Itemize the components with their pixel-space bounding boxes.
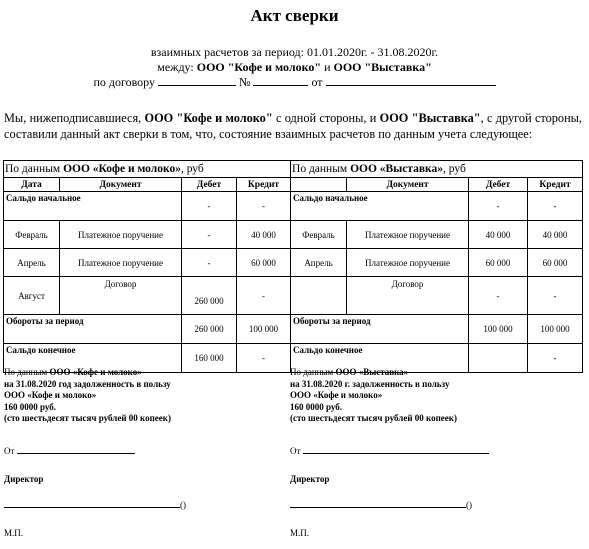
summary-left-line4: 160 0000 руб. (4, 401, 57, 412)
document-title: Акт сверки (250, 6, 339, 25)
left-opening-label: Сальдо начальное (4, 192, 182, 221)
left-closing-debit: 160 000 (182, 344, 237, 373)
left-row2-credit: 60 000 (237, 249, 291, 277)
right-closing-credit: - (528, 344, 583, 373)
intro-party-a: ООО "Кофе и молоко" (144, 111, 273, 125)
right-turnover-label: Обороты за период (291, 315, 469, 344)
summary-left-line1 (4, 367, 284, 379)
left-row3-credit: - (237, 277, 291, 315)
intro-part1: Мы, нижеподписавшиеся, (4, 111, 145, 125)
summary-right (290, 367, 580, 425)
right-turnover-debit: 100 000 (469, 315, 528, 344)
opening-balance-row (4, 192, 583, 221)
right-header-party: ООО «Выставка» (350, 163, 444, 175)
left-row3-document: Договор (60, 277, 182, 315)
right-row1-debit: 40 000 (469, 221, 528, 249)
left-row1-credit: 40 000 (237, 221, 291, 249)
col-header-document-right: Документ (347, 178, 469, 192)
intro-part3: , с другой стороны, составили данный акт сверки в том, что, состояние взаимных расчетов по данным учета следующее: (4, 111, 582, 141)
period-line: взаимных расчетов за период: 01.01.2020г. - 31.08.2020г. (150, 45, 439, 59)
director-label-left: Директор (4, 474, 44, 484)
col-header-date: Дата (4, 178, 60, 192)
summary-left-prefix: По данным (4, 367, 50, 377)
summary-left (4, 367, 284, 425)
contract-line (0, 75, 589, 90)
right-row2-document: Платежное поручение (347, 249, 469, 277)
left-opening-credit: - (237, 192, 291, 221)
summary-right-line1 (290, 367, 580, 379)
table-column-header-row (4, 178, 583, 192)
right-header-prefix: По данным (292, 163, 351, 175)
col-header-credit: Кредит (237, 178, 291, 192)
from-word: от (308, 75, 326, 89)
director-paren-left: () (180, 500, 186, 510)
summary-right-prefix: По данным (290, 367, 336, 377)
right-opening-label: Сальдо начальное (291, 192, 469, 221)
col-header-debit: Дебет (182, 178, 237, 192)
sign-director-line-right (290, 500, 472, 512)
sign-from-blank-left (17, 452, 135, 454)
left-turnover-debit: 260 000 (182, 315, 237, 344)
left-turnover-label: Обороты за период (4, 315, 182, 344)
right-row3-debit: - (469, 277, 528, 315)
right-opening-credit: - (528, 192, 583, 221)
stamp-label-left: М.П. (4, 528, 24, 538)
director-signature-blank-left (4, 506, 180, 508)
left-row2-document: Платежное поручение (60, 249, 182, 277)
number-sign: № (236, 75, 254, 89)
right-closing-label: Сальдо конечное (291, 344, 469, 373)
turnover-row (4, 315, 583, 344)
left-row3-date: Август (4, 277, 60, 315)
right-row3-date (291, 277, 347, 315)
left-closing-credit: - (237, 344, 291, 373)
sign-director-line-left (4, 500, 186, 512)
left-header-prefix: По данным (5, 163, 64, 175)
summary-right-line5: (сто шестьдесят тысяч рублей 00 копеек) (290, 413, 457, 423)
right-row3-credit: - (528, 277, 583, 315)
contract-date-blank (326, 84, 496, 86)
right-row1-date: Февраль (291, 221, 347, 249)
party-b-name: ООО "Выставка" (333, 60, 432, 74)
party-a-name: ООО "Кофе и молоко" (196, 60, 322, 74)
contract-number-blank (253, 84, 308, 86)
contract-prefix: по договору (93, 75, 159, 89)
sign-from-right (290, 446, 489, 458)
col-header-credit-right: Кредит (528, 178, 583, 192)
col-header-debit-right: Дебет (469, 178, 528, 192)
left-row2-date: Апрель (4, 249, 60, 277)
left-header-suffix: , руб (180, 163, 204, 175)
right-row1-document: Платежное поручение (347, 221, 469, 249)
table-party-header-row (4, 161, 583, 178)
col-header-date-right (291, 178, 347, 192)
right-row2-date: Апрель (291, 249, 347, 277)
intro-party-b: ООО "Выставка" (379, 111, 481, 125)
intro-paragraph (4, 111, 582, 142)
stamp-label-right: М.П. (290, 528, 310, 538)
left-closing-label: Сальдо конечное (4, 344, 182, 373)
table-row (4, 221, 583, 249)
summary-left-line5: (сто шестьдесят тысяч рублей 00 копеек) (4, 413, 171, 423)
left-row1-debit: - (182, 221, 237, 249)
right-row2-credit: 60 000 (528, 249, 583, 277)
summary-right-line2: на 31.08.2020 г. задолженность в пользу (290, 378, 450, 389)
right-turnover-credit: 100 000 (528, 315, 583, 344)
left-row2-debit: - (182, 249, 237, 277)
col-header-document: Документ (60, 178, 182, 192)
intro-part2: с одной стороны, и (272, 111, 380, 125)
right-party-header (291, 161, 583, 178)
director-paren-right: () (466, 500, 472, 510)
table-row (4, 277, 583, 315)
reconciliation-table (3, 160, 583, 373)
right-header-suffix: , руб (443, 163, 466, 175)
summary-left-party: ООО «Кофе и молоко» (49, 367, 142, 377)
left-row3-debit: 260 000 (182, 277, 237, 315)
right-row3-document: Договор (347, 277, 469, 315)
contract-name-blank (158, 84, 236, 86)
sign-from-label-left: От (4, 446, 15, 456)
summary-left-line3: ООО «Кофе и молоко» (4, 390, 97, 400)
left-header-party: ООО «Кофе и молоко» (63, 163, 181, 175)
summary-right-line4: 160 0000 руб. (290, 401, 343, 412)
summary-right-line3: ООО «Кофе и молоко» (290, 390, 383, 400)
director-label-right: Директор (290, 474, 330, 484)
right-row2-debit: 60 000 (469, 249, 528, 277)
sign-from-label-right: От (290, 446, 301, 456)
sign-from-blank-right (303, 452, 489, 454)
left-party-header (4, 161, 291, 178)
left-row1-date: Февраль (4, 221, 60, 249)
between-line (0, 60, 589, 75)
left-row1-document: Платежное поручение (60, 221, 182, 249)
summary-right-party: ООО «Выставка» (335, 367, 409, 377)
right-opening-debit: - (469, 192, 528, 221)
director-signature-blank-right (290, 506, 466, 508)
sign-from-left (4, 446, 135, 458)
between-prefix: между: (157, 60, 197, 74)
right-row1-credit: 40 000 (528, 221, 583, 249)
summary-left-line2: на 31.08.2020 год задолженность в пользу (4, 378, 171, 389)
left-opening-debit: - (182, 192, 237, 221)
and-word: и (321, 60, 334, 74)
left-turnover-credit: 100 000 (237, 315, 291, 344)
table-row (4, 249, 583, 277)
